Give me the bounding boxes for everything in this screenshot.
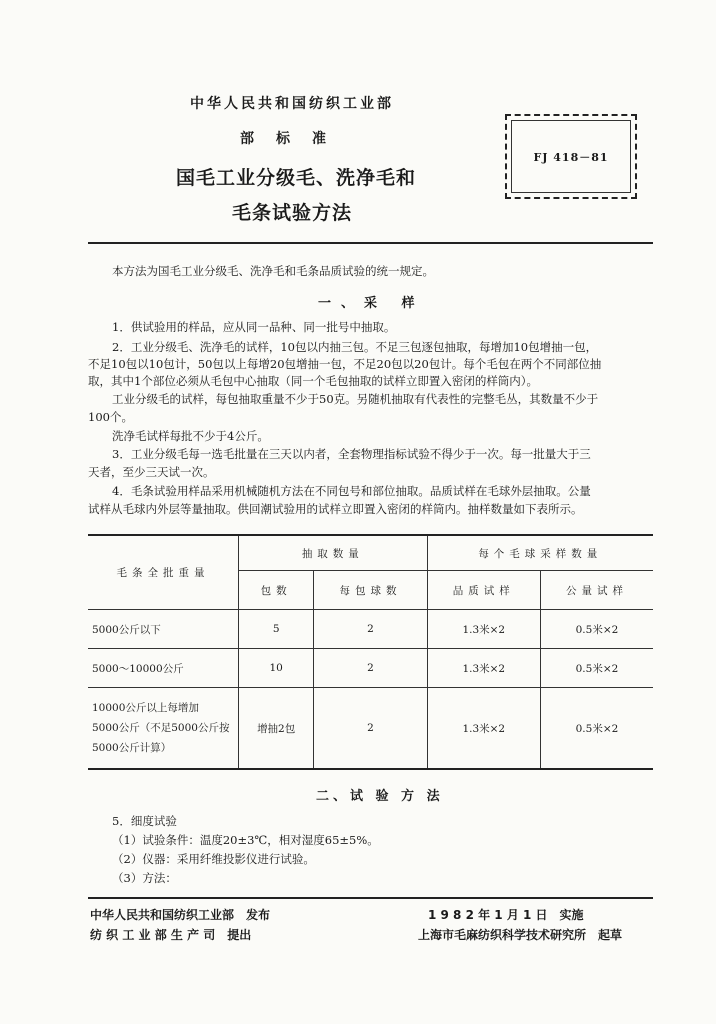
effective-date-line: 1 9 8 2 年 1 月 1 日 实施 xyxy=(428,908,584,922)
cell-quality: 1.3米×2 xyxy=(427,610,540,649)
drafter-line: 上海市毛麻纺织科学技术研究所 起草 xyxy=(418,928,623,942)
intro-paragraph: 本方法为国毛工业分级毛、洗净毛和毛条品质试验的统一规定。 xyxy=(112,264,434,278)
cell-bags: 5 xyxy=(239,610,314,649)
header-bags: 包数 xyxy=(239,571,314,610)
clause-5-1: （1）试验条件：温度20±3℃，相对湿度65±5%。 xyxy=(112,833,379,847)
section-2-heading: 二、试 验 方 法 xyxy=(316,789,444,804)
proposer-line: 纺 织 工 业 部 生 产 司 提出 xyxy=(90,928,252,942)
cell-batch-weight-line-1: 10000公斤以上每增加 xyxy=(92,702,199,714)
cell-balls: 2 xyxy=(314,688,427,770)
clause-2b-line-1: 工业分级毛的试样，每包抽取重量不少于50克。另随机抽取有代表性的完整毛丛，其数量不少于 xyxy=(112,392,599,406)
clause-3-line-2: 天者，至少三天试一次。 xyxy=(88,465,215,479)
header-divider xyxy=(88,242,653,244)
clause-1: 1．供试验用的样品，应从同一品种、同一批号中抽取。 xyxy=(112,320,396,334)
cell-balls: 2 xyxy=(314,649,427,688)
cell-batch-weight xyxy=(88,688,239,770)
table-row xyxy=(88,649,653,688)
issuer-line: 中华人民共和国纺织工业部 发布 xyxy=(90,908,271,922)
document-title-line-2: 毛条试验方法 xyxy=(232,202,353,224)
clause-2c: 洗净毛试样每批不少于4公斤。 xyxy=(112,429,269,443)
section-1-heading: 一、采 样 xyxy=(318,296,425,311)
standard-code: FJ 418－81 xyxy=(533,150,609,164)
clause-4-line-2: 试样从毛球内外层等量抽取。供回潮试验用的试样立即置入密闭的样筒内。抽样数量如下表所示。 xyxy=(88,502,583,516)
clause-2-line-3: 取，其中1个部位必须从毛包中心抽取（同一个毛包抽取的试样立即置入密闭的样筒内）。 xyxy=(88,374,539,388)
cell-bags: 增抽2包 xyxy=(239,688,314,770)
clause-3-line-1: 3．工业分级毛每一选毛批量在三天以内者，全套物理指标试验不得少于一次。每一批量大于三 xyxy=(112,447,591,461)
clause-5-2: （2）仪器：采用纤维投影仪进行试验。 xyxy=(112,852,315,866)
header-sample-quantity: 抽取数量 xyxy=(239,535,428,571)
table-header-row xyxy=(88,535,653,571)
clause-2b-line-2: 100个。 xyxy=(88,410,133,424)
clause-4-line-1: 4．毛条试验用样品采用机械随机方法在不同包号和部位抽取。品质试样在毛球外层抽取。公量 xyxy=(112,484,591,498)
footer-divider xyxy=(88,897,653,899)
table-row xyxy=(88,610,653,649)
standard-code-box xyxy=(505,114,637,199)
clause-5: 5．细度试验 xyxy=(112,814,177,828)
clause-5-3: （3）方法： xyxy=(112,871,177,885)
sampling-table xyxy=(88,534,653,770)
clause-2-line-1: 2．工业分级毛、洗净毛的试样，10包以内抽三包。不足三包逐包抽取，每增加10包增抽一包， xyxy=(112,340,598,354)
cell-batch-weight-line-2: 5000公斤（不足5000公斤按 xyxy=(92,722,230,734)
clause-2-line-2: 不足10包以10包计，50包以上每增20包增抽一包，不足20包以20包计。每个毛包在两个不同部位抽 xyxy=(88,357,602,371)
cell-batch-weight: 5000公斤以下 xyxy=(88,610,239,649)
header-commercial-sample: 公量试样 xyxy=(540,571,653,610)
standard-type: 部标准 xyxy=(240,131,348,147)
cell-commercial: 0.5米×2 xyxy=(540,688,653,770)
cell-balls: 2 xyxy=(314,610,427,649)
cell-commercial: 0.5米×2 xyxy=(540,649,653,688)
cell-quality: 1.3米×2 xyxy=(427,649,540,688)
cell-quality: 1.3米×2 xyxy=(427,688,540,770)
header-per-ball-sampling: 每个毛球采样数量 xyxy=(427,535,653,571)
cell-batch-weight: 5000～10000公斤 xyxy=(88,649,239,688)
header-quality-sample: 品质试样 xyxy=(427,571,540,610)
document-title-line-1: 国毛工业分级毛、洗净毛和 xyxy=(176,167,417,189)
cell-commercial: 0.5米×2 xyxy=(540,610,653,649)
cell-bags: 10 xyxy=(239,649,314,688)
cell-batch-weight-line-3: 5000公斤计算） xyxy=(92,742,172,754)
header-balls-per-bag: 每包球数 xyxy=(314,571,427,610)
table-row xyxy=(88,688,653,770)
header-batch-weight: 毛条全批重量 xyxy=(88,535,239,610)
issuing-ministry: 中华人民共和国纺织工业部 xyxy=(190,96,394,112)
